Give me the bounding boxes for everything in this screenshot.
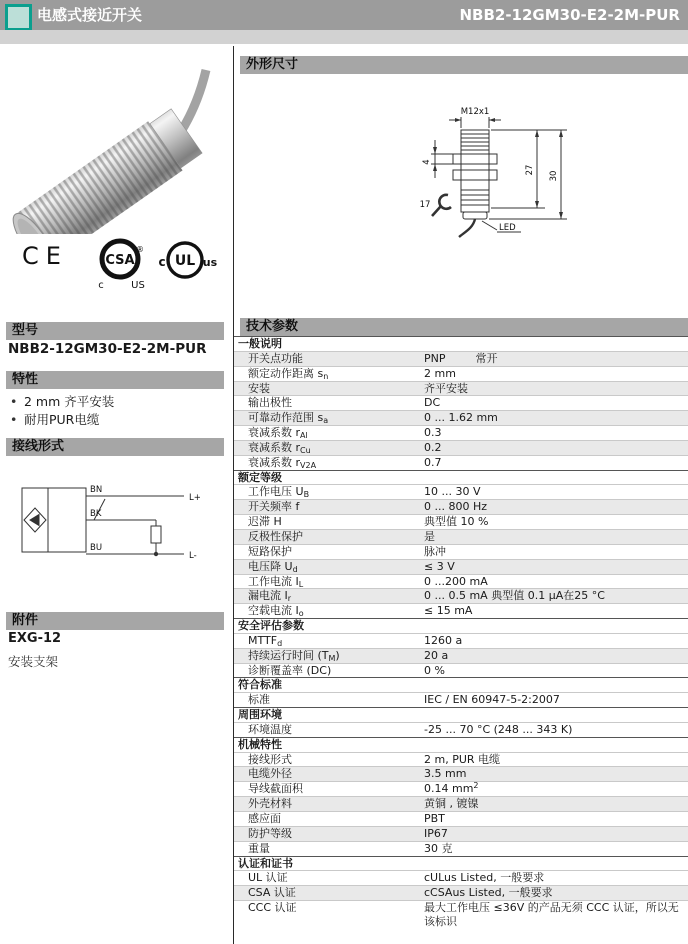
spec-row xyxy=(234,900,688,929)
product-family-title: 电感式接近开关 xyxy=(37,6,143,24)
spec-value: ≤ 15 mA xyxy=(424,604,473,618)
spec-label: 衰减系数 $r_{Al}$ xyxy=(248,426,308,441)
spec-value: 10 ... 30 V xyxy=(424,485,481,499)
brand-square-icon xyxy=(5,4,32,31)
spec-row xyxy=(234,395,688,410)
svg-text:US: US xyxy=(131,280,145,291)
header-substrip xyxy=(0,30,688,44)
spec-row xyxy=(234,410,688,425)
spec-group-header: 周围环境 xyxy=(234,707,688,722)
spec-row xyxy=(234,692,688,707)
spec-label: 迟滞 H xyxy=(248,515,282,529)
spec-label: 感应面 xyxy=(248,812,281,825)
svg-text:c: c xyxy=(98,280,104,291)
spec-value: 1260 a xyxy=(424,633,463,647)
spec-row xyxy=(234,633,688,648)
spec-label: 导线截面积 xyxy=(248,782,303,796)
svg-text:BK: BK xyxy=(90,509,102,519)
spec-row xyxy=(234,366,688,381)
model-section-title: 型号 xyxy=(6,322,224,340)
spec-value: 2 mm xyxy=(424,366,456,380)
spec-label: 漏电流 $I_r$ xyxy=(248,589,292,604)
spec-row xyxy=(234,351,688,366)
svg-text:CSA: CSA xyxy=(105,253,135,268)
spec-label: 诊断覆盖率 (DC) xyxy=(248,663,332,677)
spec-row xyxy=(234,796,688,811)
header-bar xyxy=(0,0,688,30)
features-section-title: 特性 xyxy=(6,371,224,389)
wiring-diagram xyxy=(8,468,218,578)
spec-label: 开关频率 f xyxy=(248,500,300,514)
spec-row xyxy=(234,752,688,767)
spec-value: 是 xyxy=(424,529,435,543)
tech-spec-table xyxy=(234,336,688,929)
feature-item: • 耐用PUR电缆 xyxy=(10,412,100,427)
spec-row xyxy=(234,440,688,455)
spec-value: 齐平安装 xyxy=(424,381,468,395)
led-label: LED xyxy=(499,223,516,233)
model-value: NBB2-12GM30-E2-2M-PUR xyxy=(8,341,207,357)
spec-label: 防护等级 xyxy=(248,826,292,840)
spec-label: 短路保护 xyxy=(248,544,292,558)
dimension-drawing xyxy=(385,100,615,240)
spec-row xyxy=(234,811,688,826)
spec-value: 典型值 10 % xyxy=(424,515,489,529)
spec-value: ≤ 3 V xyxy=(424,559,455,573)
svg-text:®: ® xyxy=(136,245,144,254)
spec-value: -25 ... 70 °C (248 ... 343 K) xyxy=(424,722,573,736)
product-photo xyxy=(8,58,220,234)
spec-row xyxy=(234,663,688,678)
spec-row xyxy=(234,588,688,603)
spec-label: 标准 xyxy=(248,693,270,707)
spec-row xyxy=(234,514,688,529)
spec-value: IEC / EN 60947-5-2:2007 xyxy=(424,693,560,707)
spec-value: 2 m, PUR 电缆 xyxy=(424,752,501,766)
spec-label: 空载电流 $I_o$ xyxy=(248,604,304,619)
spec-label: 可靠动作范围 $s_a$ xyxy=(248,411,329,426)
ul-logo xyxy=(155,238,217,284)
spec-value: DC xyxy=(424,396,441,410)
spec-value: 0 ...200 mA xyxy=(424,574,488,588)
spec-label: 环境温度 xyxy=(248,722,292,736)
spec-value: 0.14 $mm^2$ xyxy=(424,781,479,796)
model-number-title: NBB2-12GM30-E2-2M-PUR xyxy=(459,6,680,24)
spec-row xyxy=(234,455,688,470)
svg-text:BU: BU xyxy=(90,543,103,553)
spec-label: 开关点功能 xyxy=(248,351,303,365)
bullet-icon: • xyxy=(10,412,18,427)
spec-value: PBT xyxy=(424,812,445,825)
spec-value: 0.3 xyxy=(424,426,442,440)
spec-label: 工作电流 $I_L$ xyxy=(248,574,304,589)
dim-thread-label: M12x1 xyxy=(460,107,490,117)
spec-label: 持续运行时间 $(T_M)$ xyxy=(248,648,340,663)
spec-value: IP67 xyxy=(424,826,448,840)
tech-section-title: 技术参数 xyxy=(240,318,688,336)
spec-row xyxy=(234,484,688,499)
accessories-section-title: 附件 xyxy=(6,612,224,630)
svg-text:us: us xyxy=(202,256,217,269)
dimensions-section-title: 外形尺寸 xyxy=(240,56,688,74)
spec-value: 0.7 xyxy=(424,455,442,469)
svg-text:UL: UL xyxy=(174,253,196,269)
spec-value: 黄铜 , 镀镍 xyxy=(424,797,479,811)
spec-value: 0 % xyxy=(424,663,445,677)
spec-row xyxy=(234,574,688,589)
spec-label: CCC 认证 xyxy=(248,901,297,915)
spec-row xyxy=(234,381,688,396)
spec-label: $MTTF_d$ xyxy=(248,633,283,648)
spec-value: 0.2 xyxy=(424,440,442,454)
spec-label: 外壳材料 xyxy=(248,797,292,811)
spec-label: 安装 xyxy=(248,381,270,395)
spec-row xyxy=(234,499,688,514)
spec-row xyxy=(234,722,688,737)
spec-label: 电压降 $U_d$ xyxy=(248,559,298,574)
spec-label: CSA 认证 xyxy=(248,886,296,900)
svg-text:L+: L+ xyxy=(189,493,201,503)
spec-value: cCSAus Listed, 一般要求 xyxy=(424,886,553,900)
spec-value: cULus Listed, 一般要求 xyxy=(424,871,545,885)
spec-label: 重量 xyxy=(248,841,270,855)
spec-value: 0 ... 1.62 mm xyxy=(424,411,498,425)
ce-mark: CE xyxy=(22,242,68,270)
spec-group-header: 一般说明 xyxy=(234,336,688,351)
bullet-icon: • xyxy=(10,394,18,409)
dim-30-label: 30 xyxy=(549,170,559,182)
svg-text:BN: BN xyxy=(90,485,103,495)
spec-label: 额定动作距离 $s_n$ xyxy=(248,366,329,381)
spec-row xyxy=(234,603,688,618)
spec-row xyxy=(234,648,688,663)
spec-row xyxy=(234,781,688,796)
spec-value: 0 ... 800 Hz xyxy=(424,500,488,514)
spec-value: 30 克 xyxy=(424,841,453,855)
spec-row xyxy=(234,559,688,574)
spec-row xyxy=(234,826,688,841)
spec-row xyxy=(234,425,688,440)
spec-label: 接线形式 xyxy=(248,752,292,766)
spec-row xyxy=(234,544,688,559)
spec-value: 脉冲 xyxy=(424,544,446,558)
spec-group-header: 额定等级 xyxy=(234,470,688,485)
spec-label: 衰减系数 $r_{V2A}$ xyxy=(248,455,317,470)
spec-value: 0 ... 0.5 mA 典型值 0.1 µA在25 °C xyxy=(424,589,605,603)
spec-label: 衰减系数 $r_{Cu}$ xyxy=(248,440,311,455)
spec-value: PNP 常开 xyxy=(424,351,498,365)
spec-row xyxy=(234,766,688,781)
spec-row xyxy=(234,885,688,900)
accessory-desc: 安装支架 xyxy=(8,654,59,669)
spec-row xyxy=(234,870,688,885)
spec-group-header: 符合标准 xyxy=(234,677,688,692)
dim-17-label: 17 xyxy=(419,200,431,210)
spec-value: 3.5 mm xyxy=(424,767,467,781)
spec-value: 最大工作电压 ≤36V 的产品无须 CCC 认证，所以无该标识 xyxy=(424,901,679,928)
spec-value: 20 a xyxy=(424,648,449,662)
spec-label: 反极性保护 xyxy=(248,529,303,543)
svg-text:L-: L- xyxy=(189,551,197,561)
spec-row xyxy=(234,529,688,544)
feature-item: • 2 mm 齐平安装 xyxy=(10,394,115,409)
spec-group-header: 机械特性 xyxy=(234,737,688,752)
spec-group-header: 认证和证书 xyxy=(234,856,688,871)
dim-27-label: 27 xyxy=(525,164,535,176)
csa-logo xyxy=(95,236,147,292)
accessory-model: EXG-12 xyxy=(8,631,62,646)
connection-section-title: 接线形式 xyxy=(6,438,224,456)
spec-label: 输出极性 xyxy=(248,396,292,410)
spec-label: UL 认证 xyxy=(248,871,288,885)
spec-label: 电缆外径 xyxy=(248,767,292,781)
spec-label: 工作电压 $U_B$ xyxy=(248,485,310,500)
spec-group-header: 安全评估参数 xyxy=(234,618,688,633)
svg-text:c: c xyxy=(158,255,166,269)
dim-4-label: 4 xyxy=(422,159,432,165)
spec-row xyxy=(234,841,688,856)
